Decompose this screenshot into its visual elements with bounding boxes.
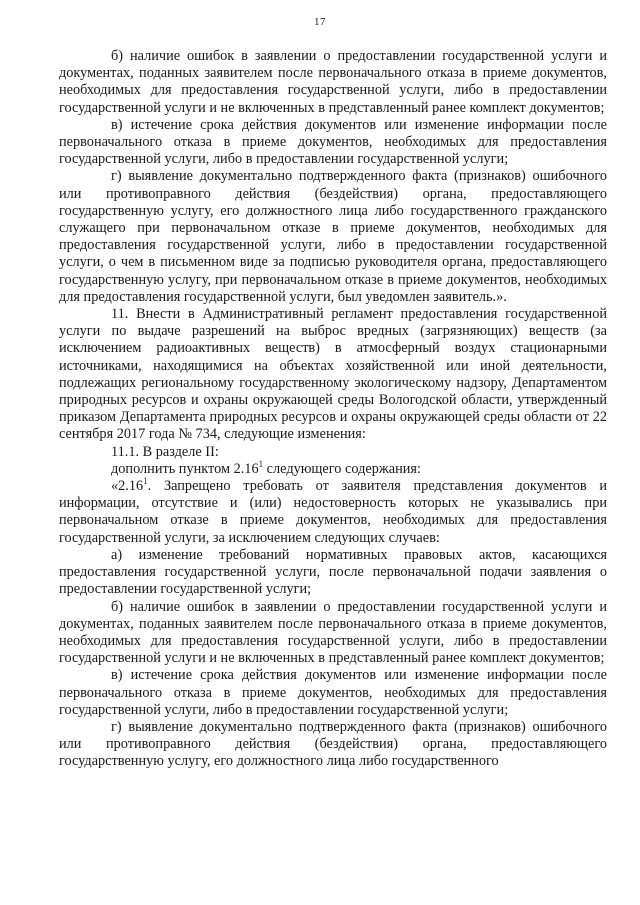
superscript-index: 1 (143, 476, 148, 487)
add-clause-text-end: следующего содержания: (263, 460, 421, 477)
paragraph-add-clause (59, 458, 607, 478)
document-body (59, 48, 607, 771)
paragraph-item-b-2: б) наличие ошибок в заявлении о предоставлении государственной услуги и документах, поданных заявителем после первоначального отказа в приеме документов, необходимых для предоставления государственной услуги, либо в предоставлении государственной услуги и не включенных в представленный ранее комплект документов; (59, 598, 607, 667)
paragraph-item-a-2: а) изменение требований нормативных правовых актов, касающихся предоставления государственной услуги, после первоначальной подачи заявления о предоставлении государственной услуги; (59, 546, 607, 598)
page-number: 17 (314, 16, 326, 28)
clause-number: «2.16 (111, 478, 144, 495)
paragraph-subsection-11-1: 11.1. В разделе II: (111, 443, 219, 460)
paragraph-item-v-2: в) истечение срока действия документов или изменение информации после первоначального отказа в приеме документов, необходимых для предоставления государственной услуги, либо в предоставлении государственной услуги; (59, 667, 607, 718)
paragraph-item-v: в) истечение срока действия документов или изменение информации после первоначального отказа в приеме документов, необходимых для предоставления государственной услуги, либо в предоставлении государственной услуги; (59, 116, 607, 168)
paragraph-item-g-2: г) выявление документально подтвержденного факта (признаков) ошибочного или противоправного действия (бездействия) органа, предоставляющего государственную услугу, его должностного лица либо государственного (59, 718, 607, 770)
add-clause-text: дополнить пунктом 2.16 (111, 460, 259, 477)
paragraph-clause-2-16-1 (59, 478, 607, 547)
paragraph-item-b: б) наличие ошибок в заявлении о предоставлении государственной услуги и документах, поданных заявителем после первоначального отказа в приеме документов, необходимых для предоставления государственной услуги, либо в предоставлении государственной услуги и не включенных в представленный ранее комплект документов; (59, 48, 607, 116)
superscript-index: 1 (258, 458, 264, 469)
clause-text: . Запрещено требовать от заявителя представления документов и информации, отсутствие и (или) недостоверность которых не указывались при первоначальном отказе в приеме документов, необходимых для предоставления государственной услуги, за исключением следующих случаев: (59, 478, 607, 546)
paragraph-item-g: г) выявление документально подтвержденного факта (признаков) ошибочного или противоправного действия (бездействия) органа, предоставляющего государственную услугу, его должностного лица либо государственного гражданского служащего при первоначальном отказе в приеме документов, необходимых для предоставления государственной услуги, либо в предоставлении государственной услуги, о чем в письменном виде за подписью руководителя органа, предоставляющего государственную услугу, при первоначальном отказе в приеме документов, необходимых для предоставления государственной услуги, был уведомлен заявитель.». (59, 168, 607, 305)
paragraph-section-11: 11. Внести в Административный регламент предоставления государственной услуги по выдаче разрешений на выброс вредных (загрязняющих) веществ (за исключением радиоактивных веществ) в атмосферный воздух стационарными источниками, находящимися на объектах хозяйственной или иной деятельности, подлежащих региональному государственному экологическому надзору, Департаментом природных ресурсов и охраны окружающей среды Вологодской области, утвержденный приказом Департамента природных ресурсов и охраны окружающей среды области от 22 сентября 2017 года № 734, следующие изменения: (59, 306, 607, 443)
